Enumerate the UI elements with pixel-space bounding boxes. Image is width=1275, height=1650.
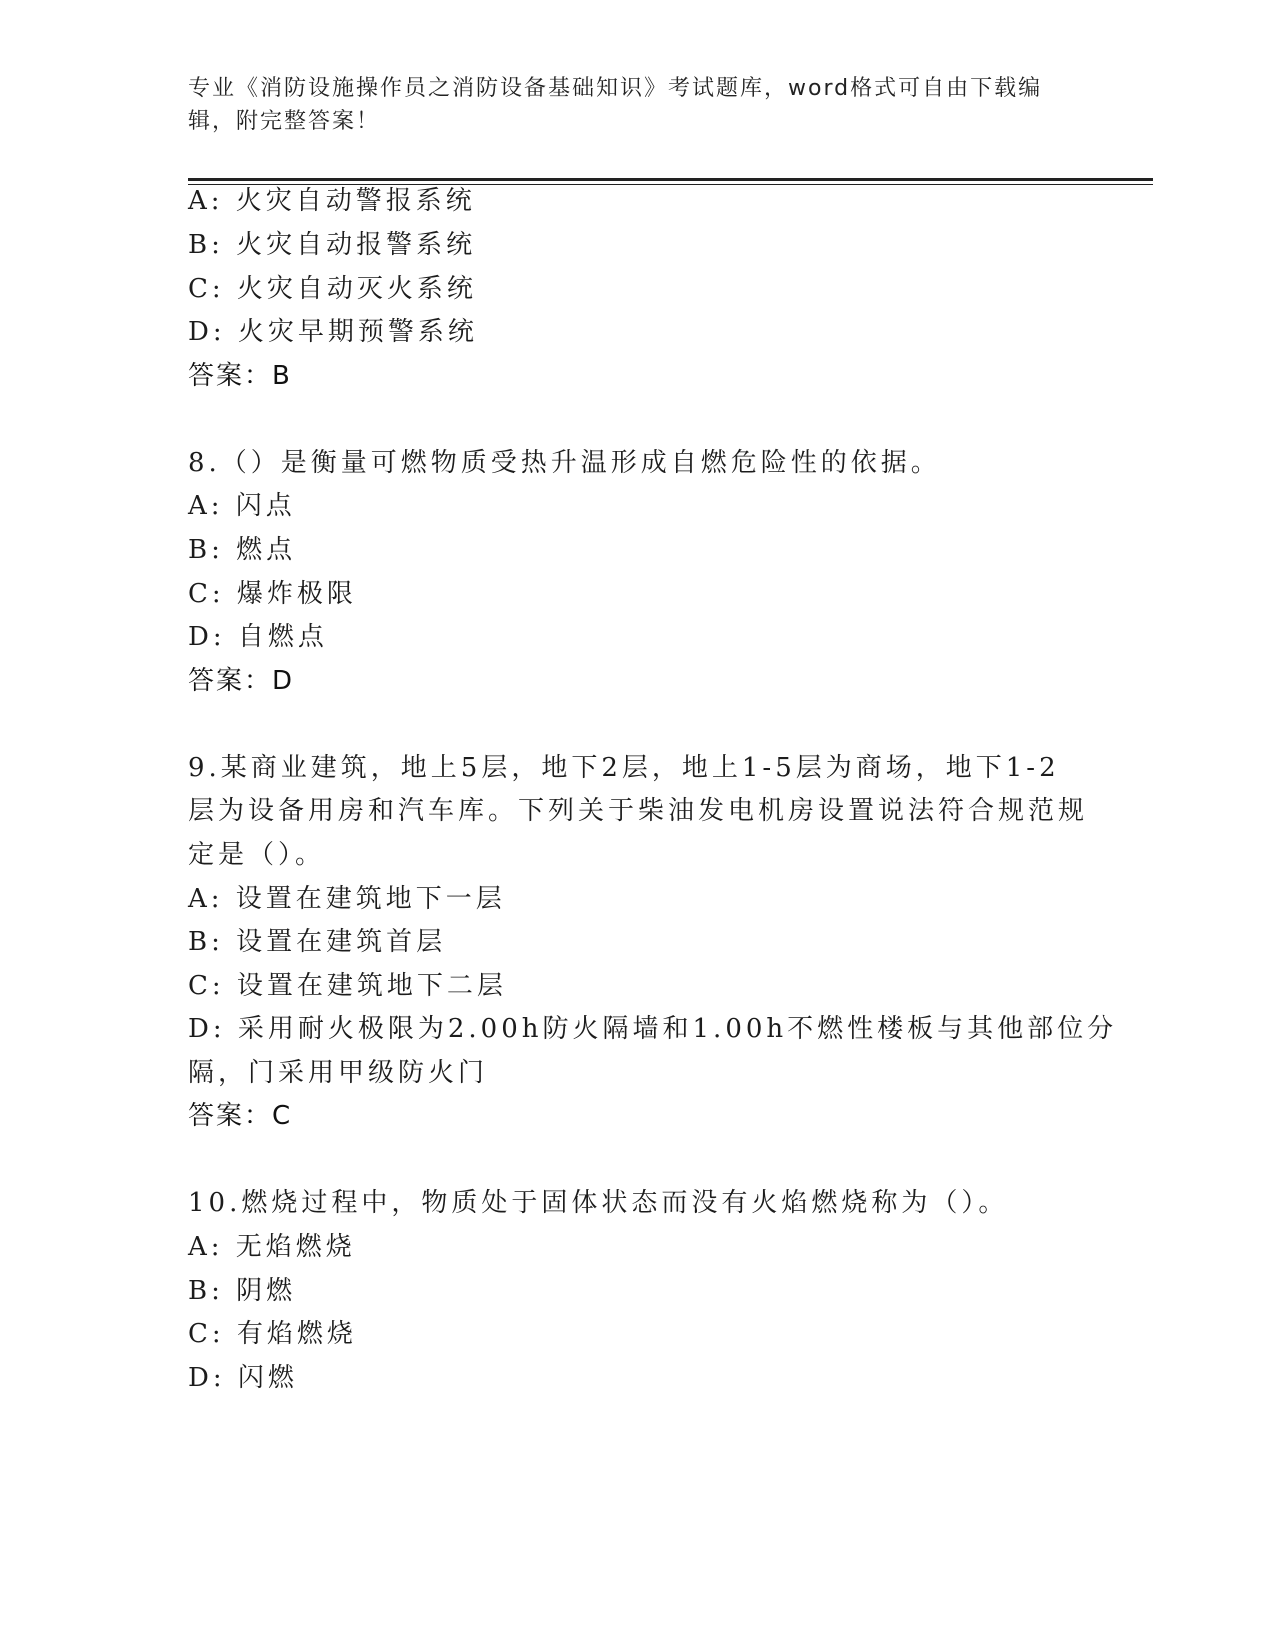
header-divider-thick xyxy=(188,178,1153,181)
q8-option-d: D: 自燃点 xyxy=(188,622,328,652)
q8-option-a: A: 闪点 xyxy=(188,491,296,521)
q10-option-a: A: 无焰燃烧 xyxy=(188,1232,356,1262)
q9-option-c: C: 设置在建筑地下二层 xyxy=(188,971,507,1001)
q10-option-d: D: 闪燃 xyxy=(188,1363,298,1393)
q10-stem: 10.燃烧过程中，物质处于固体状态而没有火焰燃烧称为（）。 xyxy=(188,1188,1009,1218)
q8-option-c: C: 爆炸极限 xyxy=(188,579,357,609)
q7-option-d: D: 火灾早期预警系统 xyxy=(188,317,478,347)
q9-option-b: B: 设置在建筑首层 xyxy=(188,927,447,957)
header-divider-thin xyxy=(188,184,1153,185)
q10-option-b: B: 阴燃 xyxy=(188,1276,297,1306)
q8-answer: 答案：D xyxy=(188,666,295,696)
document-header: 专业《消防设施操作员之消防设备基础知识》考试题库，word格式可自由下载编辑，附完整答案！ xyxy=(188,76,1043,134)
q9-answer: 答案：C xyxy=(188,1101,293,1131)
q9-option-d-line-2: 隔，门采用甲级防火门 xyxy=(188,1058,489,1088)
q7-option-c: C: 火灾自动灭火系统 xyxy=(188,274,477,304)
q9-stem-line-1: 9.某商业建筑，地上5层，地下2层，地上1-5层为商场，地下1-2 xyxy=(188,753,1060,783)
q10-option-c: C: 有焰燃烧 xyxy=(188,1319,357,1349)
q9-option-d-line-1: D: 采用耐火极限为2.00h防火隔墙和1.00h不燃性楼板与其他部位分 xyxy=(188,1014,1118,1044)
q9-stem-line-3: 定是（）。 xyxy=(188,840,326,870)
q9-option-a: A: 设置在建筑地下一层 xyxy=(188,884,506,914)
q7-answer: 答案：B xyxy=(188,361,292,391)
q8-stem: 8.（）是衡量可燃物质受热升温形成自燃危险性的依据。 xyxy=(188,448,941,478)
q7-option-b: B: 火灾自动报警系统 xyxy=(188,230,477,260)
q7-option-a: A: 火灾自动警报系统 xyxy=(188,186,476,216)
q9-stem-line-2: 层为设备用房和汽车库。下列关于柴油发电机房设置说法符合规范规 xyxy=(188,796,1089,826)
q8-option-b: B: 燃点 xyxy=(188,535,297,565)
